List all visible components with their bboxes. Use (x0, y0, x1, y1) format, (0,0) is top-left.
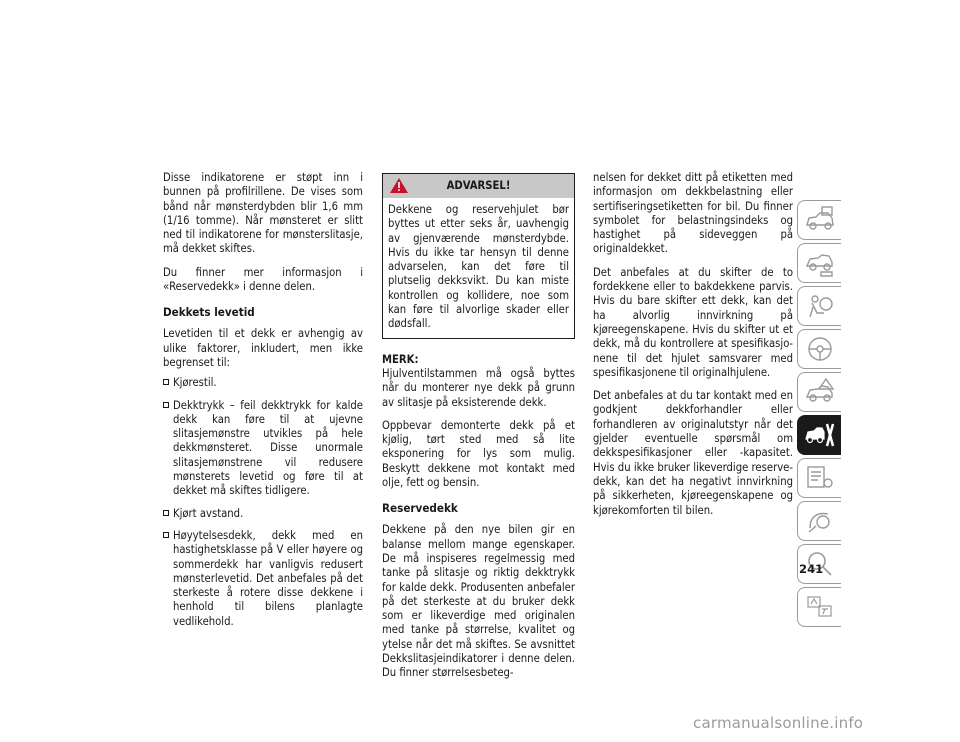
warning-title: ADVARSEL! (446, 178, 511, 192)
car-info-icon (804, 205, 836, 235)
section-heading: Reservedekk (382, 501, 458, 516)
list-item: Høyytelsesdekk, dekk med en hastighetsklasse på V eller høyere og sommerdekk har vanligvis redusert mønsterlevetid. Det anbefales på det sterkeste å rotere disse dekkene i henhold til bilens planlagte vedlikehold. (163, 529, 363, 629)
warning-triangle-icon (389, 177, 409, 194)
paragraph: nelsen for dekket ditt på etiketten med informasjon om dekkbelastning eller sertifiseringsetiketten for bil. Du finner symbolet for belastningsindeks og hastighet på sideveggen på originaldekket. (593, 171, 793, 256)
tab-airbag[interactable] (797, 286, 841, 326)
watermark: carmanualsonline.info (693, 714, 864, 732)
list-item: Dekktrykk – feil dekktrykk for kalde dekk kan føre til at ujevne slitasjemønstre utvikles på hele dekkmønsteret. Disse unormale slitasjemønstrene vil redusere mønsterets levetid og føre til at dekket må skiftes tidligere. (163, 399, 363, 499)
airbag-icon (804, 291, 836, 321)
page-number: 241 (799, 562, 824, 576)
paragraph: Oppbevar demonterte dekk på et kjølig, tørt sted med så lite eksponering for lys som mulig. Beskytt dekkene mot kontakt med olje, fett og bensin. (382, 418, 575, 490)
car-service-icon (804, 420, 836, 450)
warning-box (382, 173, 575, 339)
steering-wheel-icon (804, 334, 836, 364)
paragraph: Dekkene på den nye bilen gir en balanse mellom mange egenskaper. De må inspiseres regelmessig med tanke på slitasje og riktig dekktrykk for kalde dekk. Produsenten anbefaler på det sterkeste at du bruker dekk som er likeverdige med originalen med tanke på størrelse, kvalitet og ytelse når det må skiftes. Se avsnittet Dekkslitasjeindikatorer i denne delen. Du finner størrelsesbeteg- (382, 523, 575, 680)
column-right (593, 171, 793, 527)
checkbox-bullet-icon (163, 402, 169, 408)
tab-car-key[interactable] (797, 243, 841, 283)
section-heading: Dekkets levetid (163, 305, 255, 320)
warning-text: Dekkene og reservehjulet bør byttes ut etter seks år, uavhengig av gjenværende mønsterdybde. Hvis du ikke tar hensyn til denne advarselen, kan det føre til plutselig dekksvikt. Du kan miste kontrollen og kollidere, noe som kan føre til alvorlige skader eller dødsfall. (388, 203, 569, 331)
tab-multimedia[interactable] (797, 501, 841, 541)
note-label: MERK: (382, 352, 419, 366)
tab-language[interactable] (797, 587, 841, 627)
multimedia-icon (804, 506, 836, 536)
tab-car-specs[interactable] (797, 458, 841, 498)
list-item: Kjørestil. (163, 376, 363, 390)
paragraph: Disse indikatorene er støpt inn i bunnen på profilrillene. De vises som bånd når mønsterdybden blir 1,6 mm (1/16 tomme). Når mønsteret er slitt ned til indikatorene for mønsterslitasje, må dekket skiftes. (163, 171, 363, 256)
paragraph: Du finner mer informasjon i «Reservedekk» i denne delen. (163, 265, 363, 294)
note (382, 353, 575, 410)
tab-car-warning[interactable] (797, 372, 841, 412)
tab-steering[interactable] (797, 329, 841, 369)
list-item: Kjørt avstand. (163, 507, 363, 521)
checkbox-bullet-icon (163, 510, 169, 516)
paragraph: Det anbefales at du tar kontakt med en godkjent dekkforhandler eller forhandleren av originalutstyr når det gjelder eventuelle spørsmål om dekkspesifikasjoner eller -kapasitet. Hvis du ikke bruker likeverdige reservedekk, kan det ha negativt innvirkning på sikkerheten, kjøreegenskapene og kjørekomforten til bilen. (593, 389, 793, 517)
column-left (163, 171, 363, 637)
car-specs-icon (804, 463, 836, 493)
paragraph: Levetiden til et dekk er avhengig av ulike faktorer, inkludert, men ikke begrenset til: (163, 327, 363, 369)
paragraph: Det anbefales at du skifter de to fordekkene eller to bakdekkene parvis. Hvis du bare skifter ett dekk, kan det ha alvorlig innvirkning på kjøreegenskapene. Hvis du skifter ut et dekk, må du kontrollere at spesifikasjonene til det hjulet samsvarer med spesifikasjonene til originalhjulene. (593, 265, 793, 379)
tab-car-service[interactable] (797, 415, 841, 455)
checkbox-bullet-icon (163, 532, 169, 538)
language-icon (804, 592, 836, 622)
car-key-icon (804, 248, 836, 278)
tab-car-info[interactable] (797, 200, 841, 240)
bullet-list (163, 376, 363, 629)
checkbox-bullet-icon (163, 379, 169, 385)
car-warning-icon (804, 377, 836, 407)
note-text: Hjulventilstammen må også byttes når du monterer nye dekk på grunn av slitasje på eksisterende dekk. (382, 366, 575, 409)
column-middle (382, 173, 575, 690)
warning-header (383, 174, 574, 198)
